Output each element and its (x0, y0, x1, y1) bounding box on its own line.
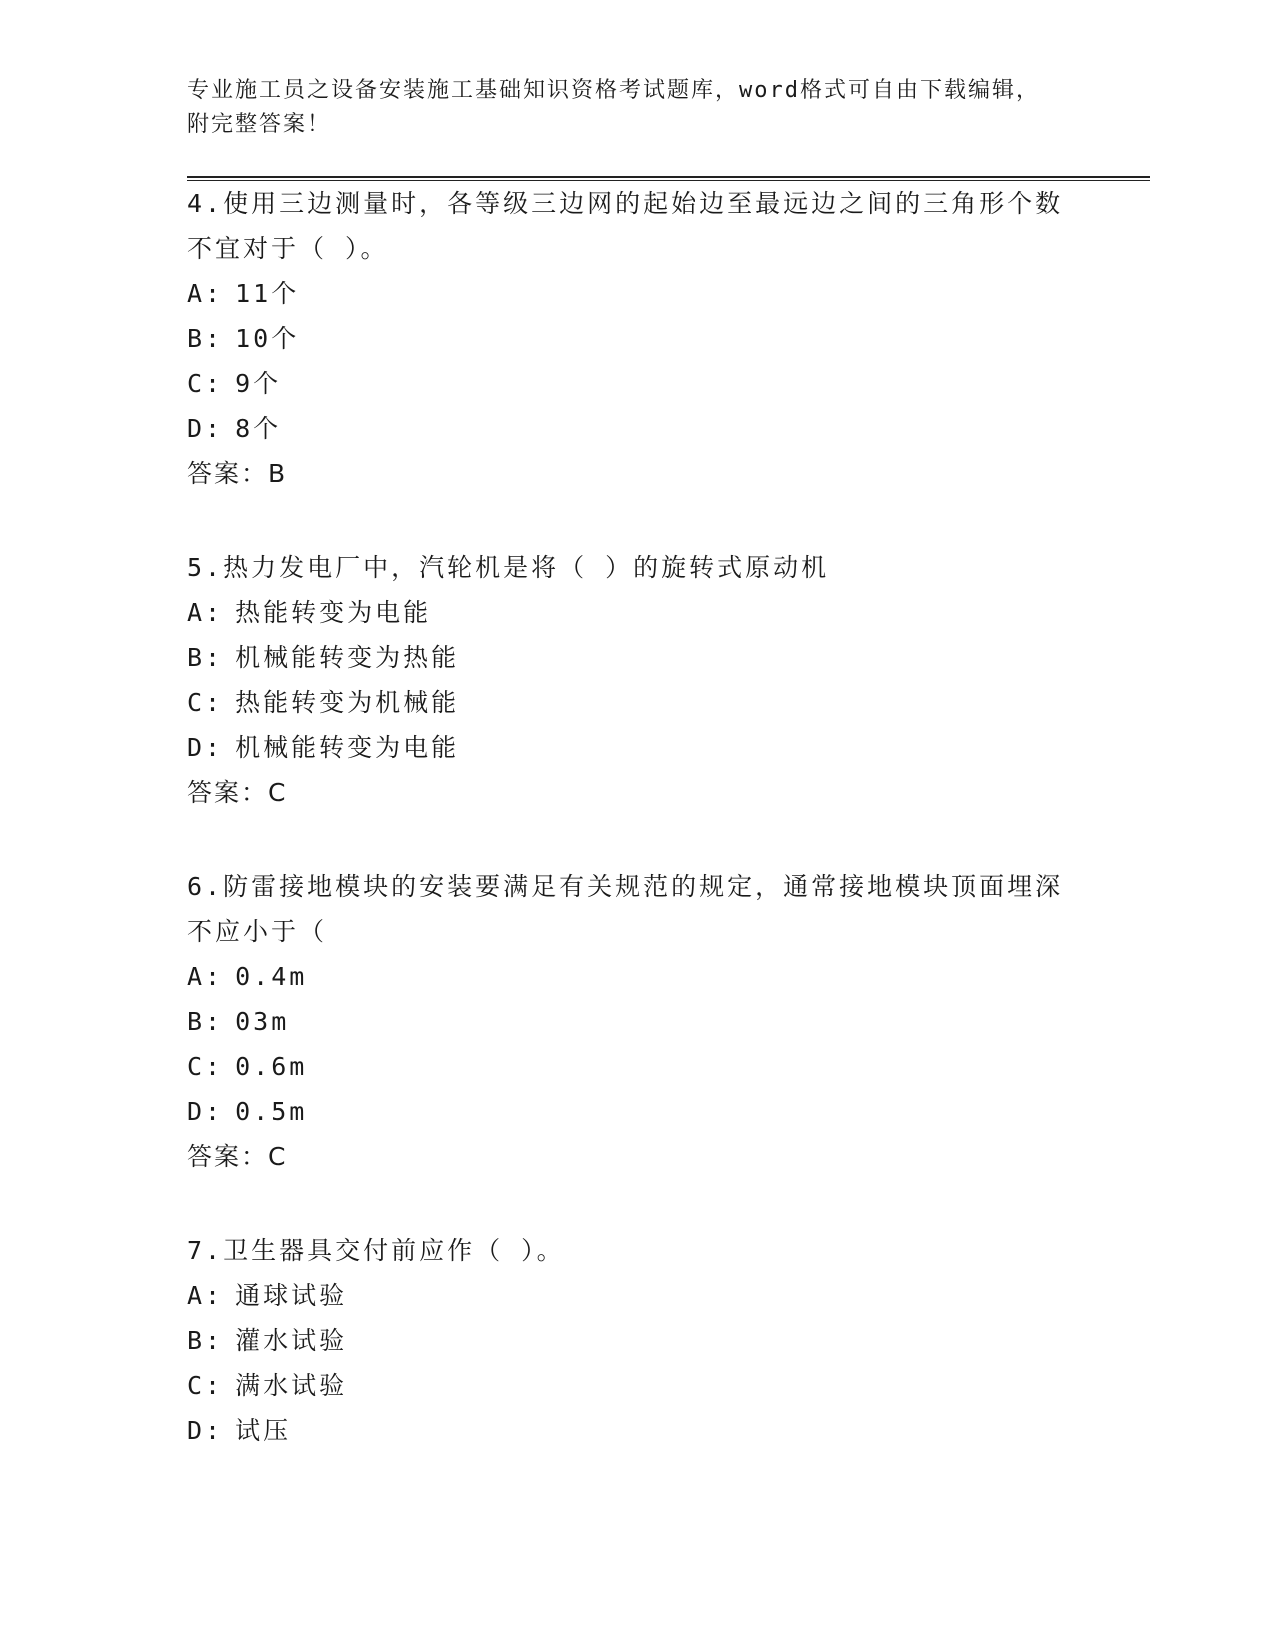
option-key: C: (187, 1371, 224, 1400)
option-text: 03m (235, 1007, 290, 1036)
option-text: 10个 (235, 324, 300, 353)
option-key: C: (187, 1052, 224, 1081)
option-d (187, 406, 1067, 451)
option-text: 0.6m (235, 1052, 308, 1081)
question-stem: 5.热力发电厂中，汽轮机是将（ ）的旋转式原动机 (187, 553, 830, 582)
option-text: 8个 (235, 414, 282, 443)
option-key: B: (187, 1007, 224, 1036)
option-key: C: (187, 688, 224, 717)
option-key: D: (187, 733, 224, 762)
option-text: 满水试验 (235, 1371, 348, 1400)
question-6 (187, 864, 1067, 1179)
option-b (187, 316, 1067, 361)
option-d (187, 725, 1067, 770)
option-key: B: (187, 324, 224, 353)
option-c (187, 1363, 1067, 1408)
option-key: D: (187, 1097, 224, 1126)
answer-line: 答案：B (187, 459, 288, 488)
question-stem: 6.防雷接地模块的安装要满足有关规范的规定，通常接地模块顶面埋深不应小于（ (187, 872, 1064, 946)
answer-line: 答案：C (187, 1142, 288, 1171)
option-text: 热能转变为机械能 (235, 688, 460, 717)
header-line-2: 附完整答案！ (187, 112, 332, 137)
option-text: 通球试验 (235, 1281, 348, 1310)
option-text: 11个 (235, 279, 300, 308)
option-text: 热能转变为电能 (235, 598, 432, 627)
option-key: C: (187, 369, 224, 398)
option-text: 0.5m (235, 1097, 308, 1126)
option-key: A: (187, 279, 224, 308)
option-key: A: (187, 962, 224, 991)
option-key: D: (187, 414, 224, 443)
option-c (187, 680, 1067, 725)
option-text: 机械能转变为电能 (235, 733, 460, 762)
document-header (187, 74, 1067, 142)
option-text: 机械能转变为热能 (235, 643, 460, 672)
option-a (187, 1273, 1067, 1318)
question-stem: 7.卫生器具交付前应作（ ）。 (187, 1236, 565, 1265)
option-key: B: (187, 643, 224, 672)
option-b (187, 999, 1067, 1044)
option-a (187, 271, 1067, 316)
option-key: A: (187, 598, 224, 627)
option-c (187, 1044, 1067, 1089)
question-5 (187, 545, 1067, 815)
option-key: A: (187, 1281, 224, 1310)
option-a (187, 590, 1067, 635)
option-a (187, 954, 1067, 999)
answer-line: 答案：C (187, 778, 288, 807)
option-b (187, 635, 1067, 680)
header-line-1: 专业施工员之设备安装施工基础知识资格考试题库，word格式可自由下载编辑， (187, 78, 1040, 103)
question-7 (187, 1228, 1067, 1453)
option-d (187, 1408, 1067, 1453)
question-4 (187, 181, 1067, 496)
option-text: 0.4m (235, 962, 308, 991)
option-text: 灌水试验 (235, 1326, 348, 1355)
option-key: D: (187, 1416, 224, 1445)
option-text: 9个 (235, 369, 282, 398)
option-b (187, 1318, 1067, 1363)
question-stem: 4.使用三边测量时，各等级三边网的起始边至最远边之间的三角形个数不宜对于（ ）。 (187, 189, 1064, 263)
option-c (187, 361, 1067, 406)
option-d (187, 1089, 1067, 1134)
option-key: B: (187, 1326, 224, 1355)
option-text: 试压 (235, 1416, 292, 1445)
